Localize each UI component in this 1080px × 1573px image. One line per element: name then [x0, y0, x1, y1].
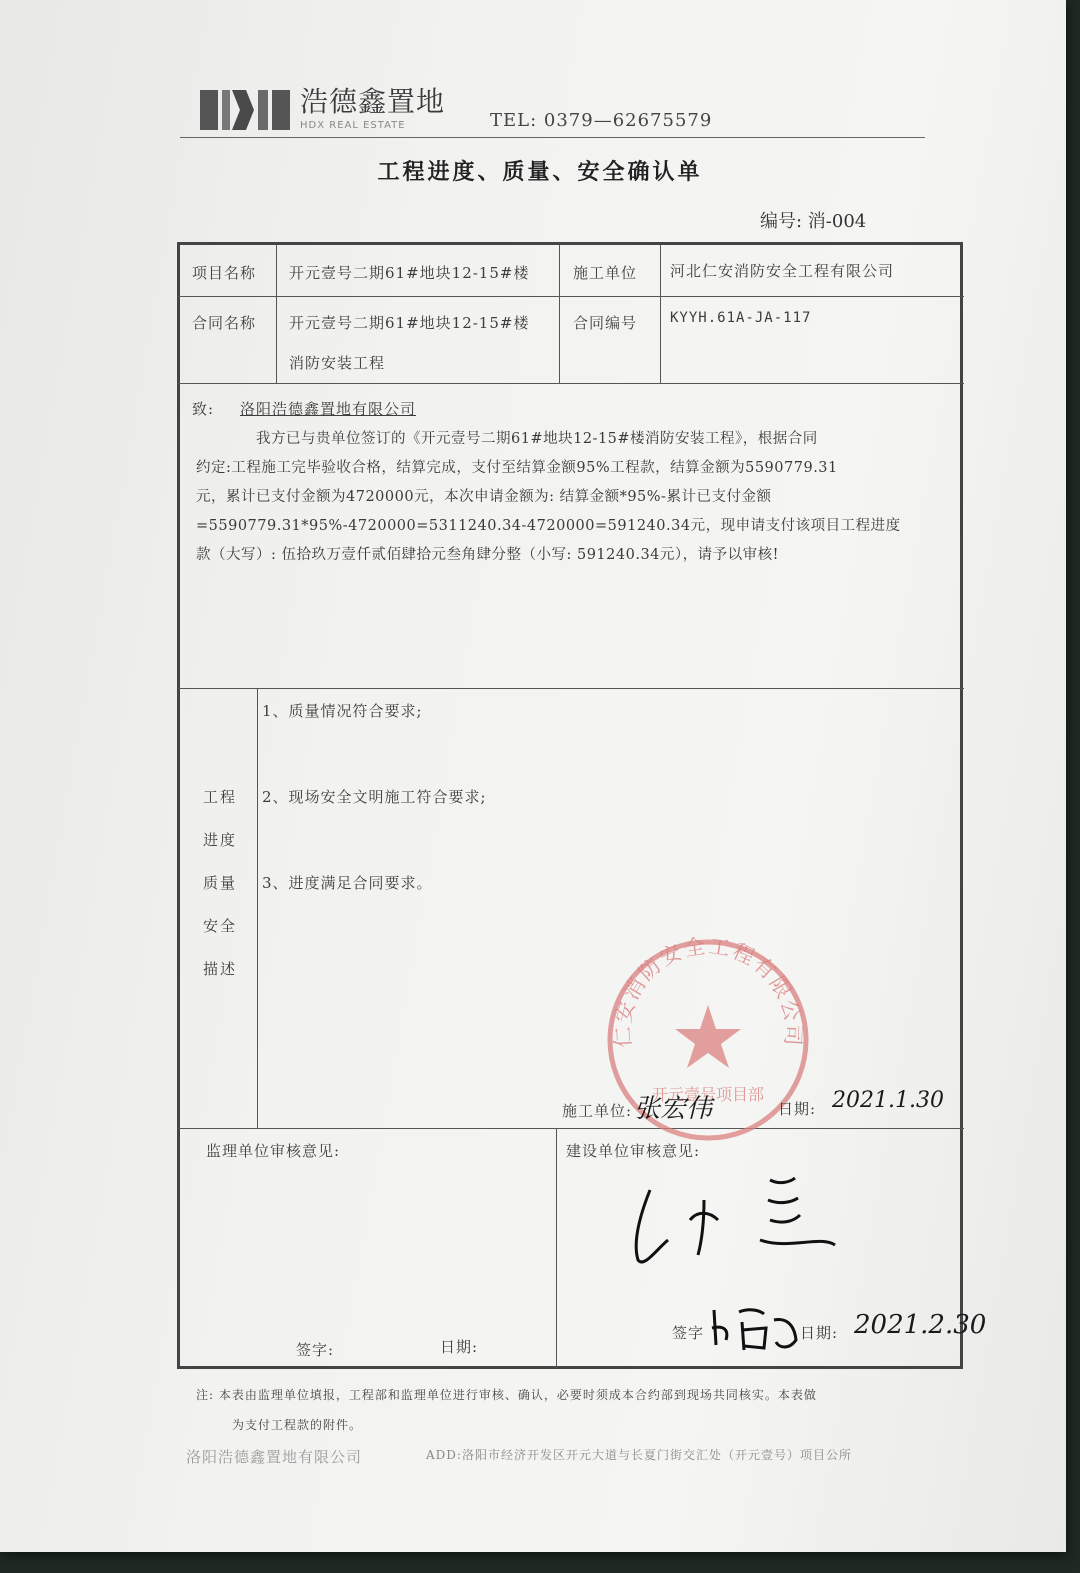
side-label: 质量 — [203, 874, 238, 892]
application-line: 款（大写）: 伍拾玖万壹仟贰佰肆拾元叁角肆分整（小写: 591240.34元），请予以审核! — [196, 547, 779, 563]
contractor-signature: 张宏伟 — [634, 1094, 713, 1124]
telephone: TEL: 0379—62675579 — [490, 110, 713, 131]
note-line: 为支付工程款的附件。 — [232, 1418, 363, 1432]
row-divider — [178, 688, 964, 689]
header-divider — [180, 137, 925, 138]
owner-date-value: 2021.2.30 — [854, 1310, 987, 1340]
col-divider — [257, 688, 258, 1128]
document-title: 工程进度、质量、安全确认单 — [377, 159, 703, 185]
contractor-date-label: 日期: — [778, 1100, 817, 1118]
contractor-value: 河北仁安消防安全工程有限公司 — [670, 262, 895, 280]
col-divider — [660, 244, 661, 384]
application-line: 元，累计已支付金额为4720000元，本次申请金额为: 结算金额*95%-累计已支付金额 — [196, 489, 772, 505]
side-label: 工程 — [203, 788, 238, 806]
project-name-value: 开元壹号二期61#地块12-15#楼 — [289, 264, 530, 282]
handwritten-approval-signature — [620, 1160, 850, 1280]
brand-subtitle: HDX REAL ESTATE — [300, 120, 406, 131]
owner-sign-label: 签字 — [672, 1324, 705, 1342]
application-line: 我方已与贵单位签订的《开元壹号二期61#地块12-15#楼消防安装工程》，根据合同 — [256, 431, 818, 447]
owner-review-label: 建设单位审核意见: — [566, 1142, 701, 1160]
side-label: 描述 — [203, 960, 238, 978]
contract-name-label: 合同名称 — [192, 314, 257, 332]
company-logo-icon — [200, 88, 290, 132]
contract-number-value: KYYH.61A-JA-117 — [670, 310, 812, 326]
requirement-item: 2、现场安全文明施工符合要求; — [262, 788, 487, 806]
supervisor-date-label: 日期: — [440, 1338, 479, 1356]
application-text — [196, 425, 956, 570]
footer-company: 洛阳浩德鑫置地有限公司 — [186, 1448, 363, 1466]
col-divider — [559, 244, 560, 384]
side-label: 安全 — [203, 917, 238, 935]
svg-text:仁安消防安全工程有限公司: 仁安消防安全工程有限公司 — [610, 935, 806, 1049]
addressee-label: 致: — [192, 400, 215, 418]
contractor-label: 施工单位 — [573, 264, 638, 282]
document-number: 编号: 消-004 — [760, 211, 867, 232]
addressee-value: 洛阳浩德鑫置地有限公司 — [240, 400, 417, 418]
owner-signature — [704, 1300, 804, 1355]
note-line: 注: 本表由监理单位填报，工程部和监理单位进行审核、确认，必要时须成本合约部到现场共同核实。本表做 — [196, 1388, 817, 1402]
owner-date-label: 日期: — [800, 1324, 839, 1342]
brand-name: 浩德鑫置地 — [300, 85, 446, 118]
footer-address: ADD:洛阳市经济开发区开元大道与长夏门街交汇处（开元壹号）项目公所 — [426, 1448, 852, 1462]
col-divider — [276, 244, 277, 384]
contract-name-value-line1: 开元壹号二期61#地块12-15#楼 — [289, 314, 530, 332]
contractor-sign-label: 施工单位: — [562, 1102, 633, 1120]
svg-text:开元壹号项目部: 开元壹号项目部 — [651, 1085, 765, 1104]
project-name-label: 项目名称 — [192, 264, 257, 282]
contractor-date-value: 2021.1.30 — [832, 1088, 944, 1113]
col-divider — [556, 1128, 557, 1368]
supervisor-review-label: 监理单位审核意见: — [206, 1142, 341, 1160]
row-divider — [178, 1128, 964, 1129]
supervisor-sign-label: 签字: — [296, 1341, 335, 1359]
row-divider — [178, 296, 964, 297]
application-line: 约定:工程施工完毕验收合格，结算完成，支付至结算金额95%工程款，结算金额为5590779.31 — [196, 460, 838, 476]
contract-number-label: 合同编号 — [573, 314, 638, 332]
requirement-item: 1、质量情况符合要求; — [262, 702, 423, 720]
row-divider — [178, 383, 964, 384]
side-label: 进度 — [203, 831, 238, 849]
application-line: =5590779.31*95%-4720000=5311240.34-4720000=591240.34元，现申请支付该项目工程进度 — [196, 518, 901, 534]
contract-name-value-line2: 消防安装工程 — [289, 354, 386, 372]
requirement-item: 3、进度满足合同要求。 — [262, 874, 433, 892]
